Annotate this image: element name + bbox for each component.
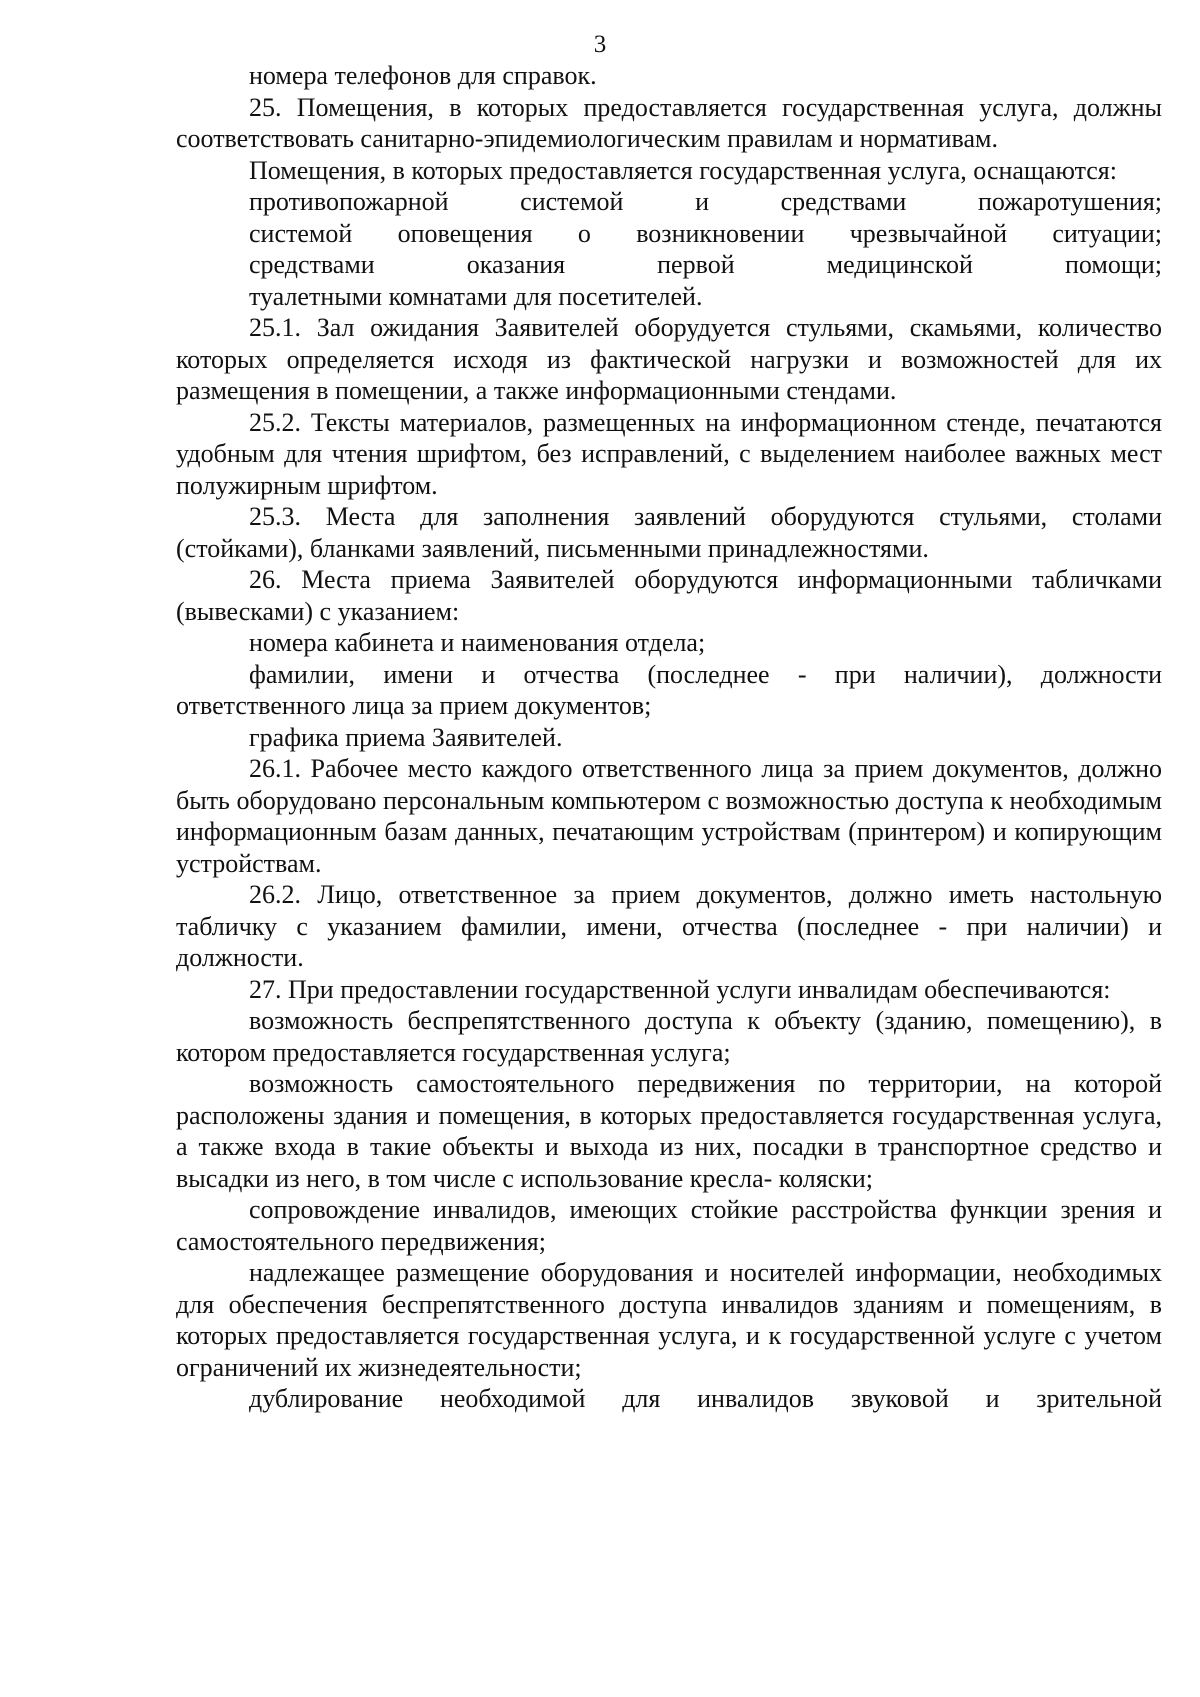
list-item-duplication: дублирование необходимой для инвалидов звуковой и зрительной [249,1384,1162,1413]
list-item-accompaniment: сопровождение инвалидов, имеющих стойкие расстройства функции зрения и самостоятельного передвижения; [176,1195,1162,1256]
list-item-alert-system: системой оповещения о возникновении чрезвычайной ситуации; [249,218,1162,248]
list-item-schedule: графика приема Заявителей. [249,722,563,752]
list-item-first-aid: средствами оказания первой медицинской помощи; [249,250,1162,279]
paragraph-26-2: 26.2. Лицо, ответственное за прием документов, должно иметь настольную табличку с указанием фамилии, имени, отчества (последнее - при наличии) и должности. [176,880,1162,972]
paragraph-25: 25. Помещения, в которых предоставляется государственная услуга, должны соответствовать санитарно-эпидемиологическим правилам и нормативам. [176,92,1162,153]
paragraph-25-1: 25.1. Зал ожидания Заявителей оборудуется стульями, скамьями, количество которых определяется исходя из фактической нагрузки и возможностей для их размещения в помещении, а также информационными стендами. [176,313,1162,405]
list-item-independent-movement: возможность самостоятельного передвижения по территории, на которой расположены здания и помещения, в которых предоставляется государственная услуга, а также входа в такие объекты и выхода из них, посадки в транспортное средство и высадки из него, в том числе с использование кресла- коляски; [176,1069,1162,1193]
paragraph-25-3: 25.3. Места для заполнения заявлений оборудуются стульями, столами (стойками), бланками заявлений, письменными принадлежностями. [176,502,1162,563]
paragraph-25-2: 25.2. Тексты материалов, размещенных на информационном стенде, печатаются удобным для чтения шрифтом, без исправлений, с выделением наиболее важных мест полужирным шрифтом. [176,407,1162,500]
list-item-equipment-placement: надлежащее размещение оборудования и носителей информации, необходимых для обеспечения беспрепятственного доступа инвалидов зданиям и помещениям, в которых предоставляется государственная услуга, и к государственной услуге с учетом ограничений их жизнедеятельности; [176,1258,1162,1382]
list-item-restrooms: туалетными комнатами для посетителей. [249,281,703,311]
paragraph-26: 26. Места приема Заявителей оборудуются информационными табличками (вывесками) с указанием: [176,565,1162,626]
paragraph-26-1: 26.1. Рабочее место каждого ответственного лица за прием документов, должно быть оборудовано персональным компьютером с возможностью доступа к необходимым информационным базам данных, печатающим устройствам (принтером) и копирующим устройствам. [176,754,1162,878]
list-item-responsible-person: фамилии, имени и отчества (последнее - при наличии), должности ответственного лица за прием документов; [176,659,1162,720]
paragraph-27: 27. При предоставлении государственной услуги инвалидам обеспечиваются: [249,974,1111,1004]
document-body [176,60,1162,1415]
paragraph-premises-equipped: Помещения, в которых предоставляется государственная услуга, оснащаются: [249,155,1117,185]
paragraph-phone-numbers: номера телефонов для справок. [249,61,597,90]
list-item-unobstructed-access: возможность беспрепятственного доступа к объекту (зданию, помещению), в котором предоставляется государственная услуга; [176,1006,1162,1067]
list-item-fire-system: противопожарной системой и средствами пожаротушения; [249,187,1162,216]
page-number: 3 [593,31,607,58]
list-item-office-number: номера кабинета и наименования отдела; [249,628,706,657]
